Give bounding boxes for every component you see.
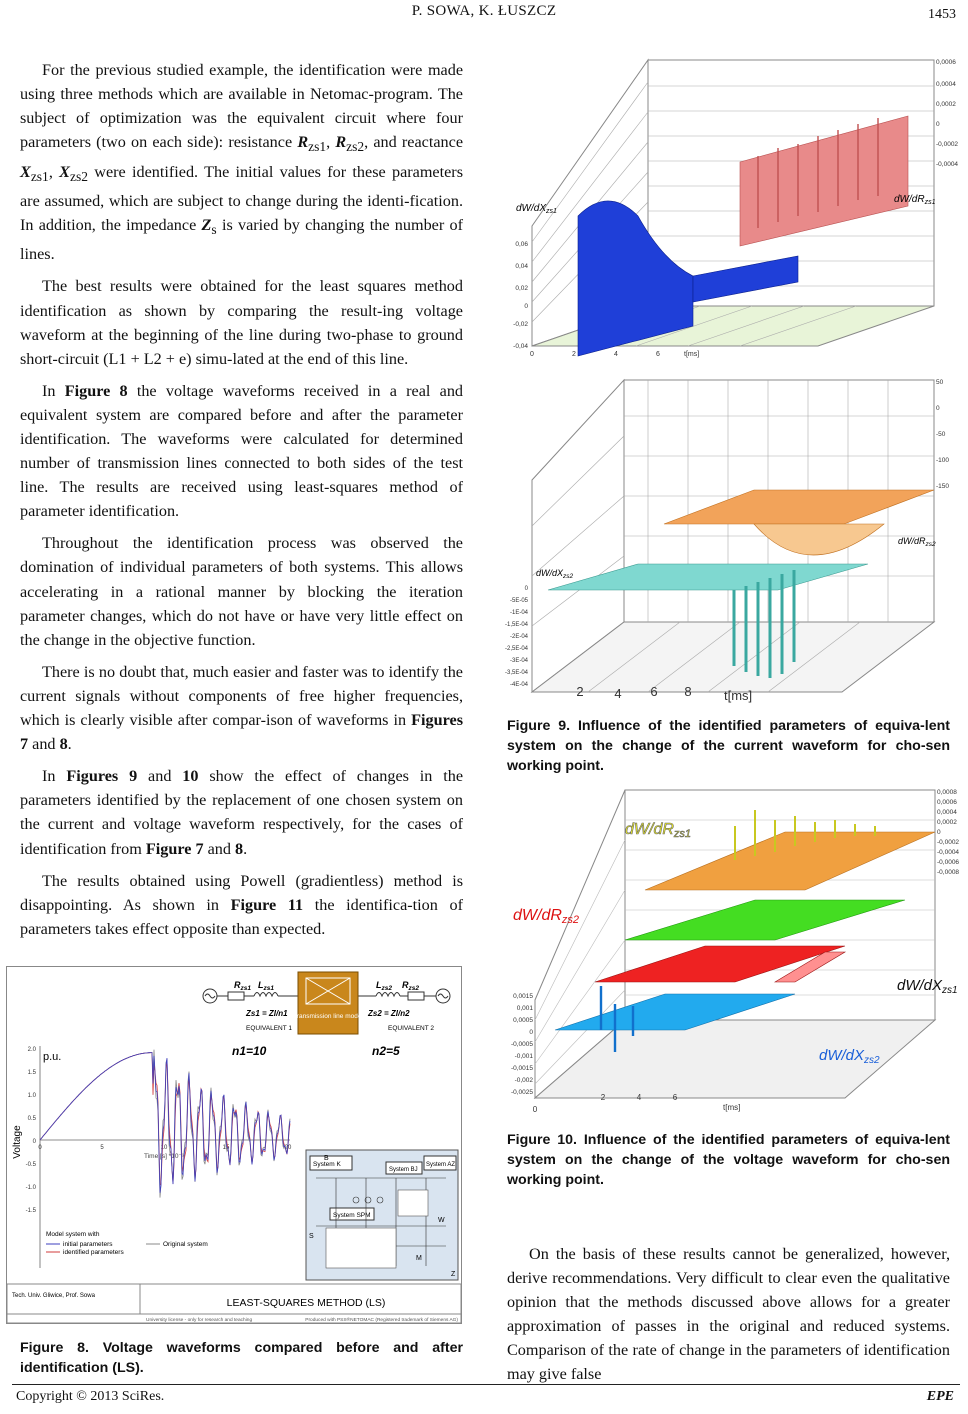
y-tick-label: 0.5 bbox=[27, 1116, 36, 1122]
fig10-right-ticks bbox=[937, 789, 959, 876]
r-zs1-label: $R_{zs1}$ bbox=[234, 980, 251, 992]
page-header bbox=[0, 0, 968, 40]
tick-label: -4E-04 bbox=[509, 682, 528, 688]
r-zs2-label: $R_{zs2}$ bbox=[402, 980, 419, 992]
node-s-label: S bbox=[309, 1233, 314, 1240]
tick-label: -2,5E-04 bbox=[504, 646, 528, 652]
node-z-label: Z bbox=[451, 1271, 456, 1278]
tick-label: 0,001 bbox=[516, 1005, 533, 1012]
tick-label: -50 bbox=[936, 431, 946, 438]
left-column bbox=[20, 58, 463, 949]
top-left-ticks bbox=[513, 241, 528, 350]
tick-label: -0,0004 bbox=[937, 849, 960, 856]
system-spm-label: System SPM bbox=[333, 1212, 371, 1219]
figure-8 bbox=[6, 966, 462, 1324]
tick-label: -0,0002 bbox=[936, 141, 958, 148]
x-tick-label: 10 bbox=[160, 1145, 168, 1151]
tick-label: 4 bbox=[636, 1093, 642, 1102]
figure-9-caption: Figure 9. Influence of the identified parameters of equiva-lent system on the change of the current waveform for cho-sen working point. bbox=[507, 718, 950, 774]
tick-label: 0,0004 bbox=[937, 809, 957, 816]
top-label-drzs1: $dW/dR_{zs1}$ bbox=[894, 194, 936, 206]
y-tick-label: -1.0 bbox=[25, 1185, 36, 1191]
equivalent-1-label: EQUIVALENT 1 bbox=[246, 1025, 292, 1032]
legend-original: Original system bbox=[163, 1241, 208, 1248]
tick-label: 0 bbox=[936, 405, 940, 412]
top-label-dxzs1: $dW/dX_{zs1}$ bbox=[516, 203, 557, 215]
tick-label: -0,0005 bbox=[510, 1041, 533, 1048]
system-k-label: System K bbox=[313, 1161, 341, 1168]
top-x-ticks bbox=[530, 351, 699, 358]
x-unit-label: t[ms] bbox=[723, 1103, 741, 1112]
figure-9-bottom-chart bbox=[505, 379, 949, 703]
tick-label: 0,0002 bbox=[937, 819, 957, 826]
node-m-label: M bbox=[416, 1255, 422, 1262]
footer-author: Tech. Univ. Gliwice, Prof. Sowa bbox=[12, 1293, 95, 1299]
tick-label: -0,002 bbox=[514, 1077, 533, 1084]
tick-label: -0,001 bbox=[514, 1053, 533, 1060]
bottom-left-ticks bbox=[505, 586, 529, 688]
tick-label: 0 bbox=[937, 829, 941, 836]
y-tick-label: -0.5 bbox=[25, 1162, 36, 1168]
tick-label: -1E-04 bbox=[509, 610, 528, 616]
tick-label: -0,0002 bbox=[937, 839, 960, 846]
n2-label: n2=5 bbox=[372, 1044, 400, 1058]
paragraph-1: For the previous studied example, the identification were made using three methods which are available in Netomac-program. The subject of optimization was the equivalent circuit where four parameters (two on each side): resistance $R_{zs1}$, $R_{zs2}$, and reactance $X_{zs1}$, $X_{zs2}$ were identified. The initial values for these parameters are assumed, which are subject to change during the identi-fication. In addition, the impedance $Z_s$ is varied by changing the number of lines. bbox=[20, 61, 464, 264]
node-b-label: B bbox=[324, 1155, 329, 1162]
method-title: LEAST-SQUARES METHOD (LS) bbox=[226, 1297, 386, 1309]
tick-label: 0,0002 bbox=[936, 101, 956, 108]
tick-label: -150 bbox=[936, 483, 950, 490]
system-az-label: System AZ bbox=[426, 1162, 456, 1168]
tick-label: 6 bbox=[650, 684, 658, 699]
label-dxzs1: $dW/dX_{zs1}$ bbox=[897, 977, 958, 996]
tick-label: 4 bbox=[614, 686, 622, 701]
figure-8-caption: Figure 8. Voltage waveforms compared before and after identification (LS). bbox=[20, 1340, 463, 1376]
tick-label: 0,06 bbox=[515, 241, 528, 248]
bottom-label-drzs2: $dW/dR_{zs2}$ bbox=[898, 536, 936, 548]
tick-label: -0,02 bbox=[513, 321, 528, 328]
node-w-label: W bbox=[438, 1217, 445, 1224]
figure-10-graphic bbox=[505, 780, 963, 1122]
y-tick-label: 1.0 bbox=[27, 1093, 36, 1099]
impedance-2-label: Zs2 = Zl/n2 bbox=[368, 1009, 410, 1018]
tick-label: -0,0025 bbox=[510, 1089, 533, 1096]
legend-initial: initial parameters bbox=[63, 1241, 113, 1248]
legend-title: Model system with bbox=[46, 1231, 100, 1238]
footer-rule bbox=[12, 1384, 960, 1385]
tick-label: -0,0008 bbox=[937, 869, 960, 876]
y-tick-label: -1.5 bbox=[25, 1208, 36, 1214]
tick-label: 0,0006 bbox=[937, 799, 957, 806]
equivalent-2-label: EQUIVALENT 2 bbox=[388, 1025, 434, 1032]
x-unit-label: t[ms] bbox=[724, 688, 753, 703]
figure-10 bbox=[505, 780, 963, 1122]
tick-label: 4 bbox=[614, 351, 618, 358]
bottom-label-dxzs2: $dW/dX_{zs2}$ bbox=[536, 568, 574, 580]
running-title: P. SOWA, K. ŁUSZCZ bbox=[411, 3, 557, 19]
x-tick-label: 5 bbox=[100, 1145, 104, 1151]
tick-label: 0,0006 bbox=[936, 59, 956, 66]
figure-9-top-chart bbox=[513, 59, 958, 358]
tick-label: -0,0006 bbox=[937, 859, 960, 866]
l-zs2-label: $L_{zs2}$ bbox=[376, 980, 392, 992]
paragraph-5: There is no doubt that, much easier and faster was to identify the current signals without components of free higher frequencies, which is clearly visible after compar-ison of waveforms in Figures 7 and 8. bbox=[20, 662, 463, 754]
paragraph-3: In Figure 8 the voltage waveforms received in a real and equivalent system are compared before and after the parameter identification. The waveforms were calculated for determined number of transmission lines connected to both sides of the test line. The results are received using least-squares method of parameter identification. bbox=[20, 381, 464, 521]
tick-label: 0,0004 bbox=[936, 81, 956, 88]
tick-label: -5E-05 bbox=[509, 598, 528, 604]
footer-note-right: Produced with PSS®NETOMAC (Registered trademark of Siemens AG) bbox=[305, 1318, 458, 1323]
tick-label: 0 bbox=[530, 351, 534, 358]
tick-label: 0 bbox=[524, 586, 528, 592]
x-unit-label: t[ms] bbox=[684, 351, 700, 358]
tick-label: 6 bbox=[672, 1093, 678, 1102]
figure-9-graphic bbox=[488, 56, 958, 706]
tick-label: 6 bbox=[656, 351, 660, 358]
y-tick-label: 2.0 bbox=[27, 1047, 36, 1053]
l-zs1-label: $L_{zs1}$ bbox=[258, 980, 274, 992]
tick-label: 0 bbox=[524, 303, 528, 310]
tick-label: 0,0005 bbox=[513, 1017, 533, 1024]
y-axis-label: Voltage bbox=[12, 1125, 23, 1159]
y-tick-label: 1.5 bbox=[27, 1070, 36, 1076]
figure-10-caption: Figure 10. Influence of the identified parameters of equiva-lent system on the change of the voltage waveform for cho-sen working point. bbox=[507, 1132, 950, 1188]
tick-label: -0,0004 bbox=[936, 161, 958, 168]
page-number: 1453 bbox=[928, 7, 956, 22]
right-column bbox=[507, 1242, 950, 1387]
tick-label: 2 bbox=[576, 684, 584, 699]
n1-label: n1=10 bbox=[232, 1044, 267, 1058]
paragraph-2: The best results were obtained for the least squares method identification as shown by comparing the result-ing voltage waveform at the beginning of the line during two-phase to ground short-circuit (L1 + L2 + e) simu-lated at the end of this line. bbox=[20, 277, 463, 368]
system-diagram bbox=[306, 1150, 458, 1280]
paragraph-right-1: On the basis of these results cannot be generalized, however, derive recommendations. Very difficult to clear even the qualitative opinion that the methods discussed above allows for a greater approximation of passes in the original and reduced systems. Comparison of the rate of change in the parameters of identification may give false bbox=[507, 1245, 950, 1384]
system-bj-label: System BJ bbox=[389, 1167, 418, 1173]
x-tick-label: 20 bbox=[284, 1145, 292, 1151]
tick-label: -3,5E-04 bbox=[504, 670, 528, 676]
label-drzs2: dW/dRzs2 bbox=[513, 907, 580, 926]
impedance-1-label: Zs1 = Zl/n1 bbox=[246, 1009, 288, 1018]
label-dxzs2: $dW/dX_{zs2}$ bbox=[819, 1047, 880, 1066]
paragraph-7: The results obtained using Powell (gradientless) method is disappointing. As shown in Figure 11 the identifica-tion of parameters takes effect opposite than expected. bbox=[20, 871, 463, 938]
tick-label: 0,0008 bbox=[937, 789, 957, 796]
tick-label: -0,0015 bbox=[510, 1065, 533, 1072]
x-tick-label: 15 bbox=[222, 1145, 230, 1151]
tick-label: 50 bbox=[936, 379, 944, 386]
tick-label: 0 bbox=[532, 1105, 538, 1114]
tick-label: 0 bbox=[529, 1029, 533, 1036]
tick-label: 0,04 bbox=[515, 263, 528, 270]
y-tick-label: 0 bbox=[32, 1139, 36, 1145]
top-right-ticks bbox=[936, 59, 958, 168]
tick-label: -2E-04 bbox=[509, 634, 528, 640]
tick-label: -0,04 bbox=[513, 343, 528, 350]
figure-9 bbox=[488, 56, 958, 706]
unit-label: p.u. bbox=[43, 1051, 62, 1063]
figure-8-graphic bbox=[6, 966, 462, 1324]
tick-label: 8 bbox=[684, 684, 692, 699]
bottom-right-ticks bbox=[936, 379, 949, 490]
tick-label: 0 bbox=[936, 121, 940, 128]
footer-journal: EPE bbox=[926, 1389, 954, 1404]
line-model-label: Transmission line model bbox=[293, 1013, 363, 1020]
time-axis-label: Time [s] *10⁻³ bbox=[144, 1153, 185, 1160]
footer-copyright: Copyright © 2013 SciRes. bbox=[16, 1389, 165, 1404]
tick-label: -1,5E-04 bbox=[504, 622, 528, 628]
tick-label: -100 bbox=[936, 457, 950, 464]
tick-label: 2 bbox=[572, 351, 576, 358]
tick-label: 0,02 bbox=[515, 285, 528, 292]
paragraph-4: Throughout the identification process was observed the domination of individual parameters of both systems. This allows accelerating in a rational manner by blocking the iteration parameter changes, which do not have or have very little effect on the change in the objective function. bbox=[20, 534, 463, 649]
tick-label: 0,0015 bbox=[513, 993, 533, 1000]
x-tick-label: 0 bbox=[38, 1145, 42, 1151]
footer-note-left: University license - only for research and teaching bbox=[146, 1318, 253, 1323]
label-drzs1: dW/dRzs1 bbox=[625, 821, 692, 840]
legend-identified: identified parameters bbox=[63, 1249, 124, 1256]
fig10-left-ticks bbox=[511, 993, 533, 1096]
tick-label: 2 bbox=[600, 1093, 606, 1102]
tick-label: -3E-04 bbox=[509, 658, 528, 664]
paragraph-6: In Figures 9 and 10 show the effect of changes in the parameters identified by the replacement of one chosen system on the current and voltage waveform respectively, for the cases of identification from Figure 7 and 8. bbox=[20, 767, 464, 858]
